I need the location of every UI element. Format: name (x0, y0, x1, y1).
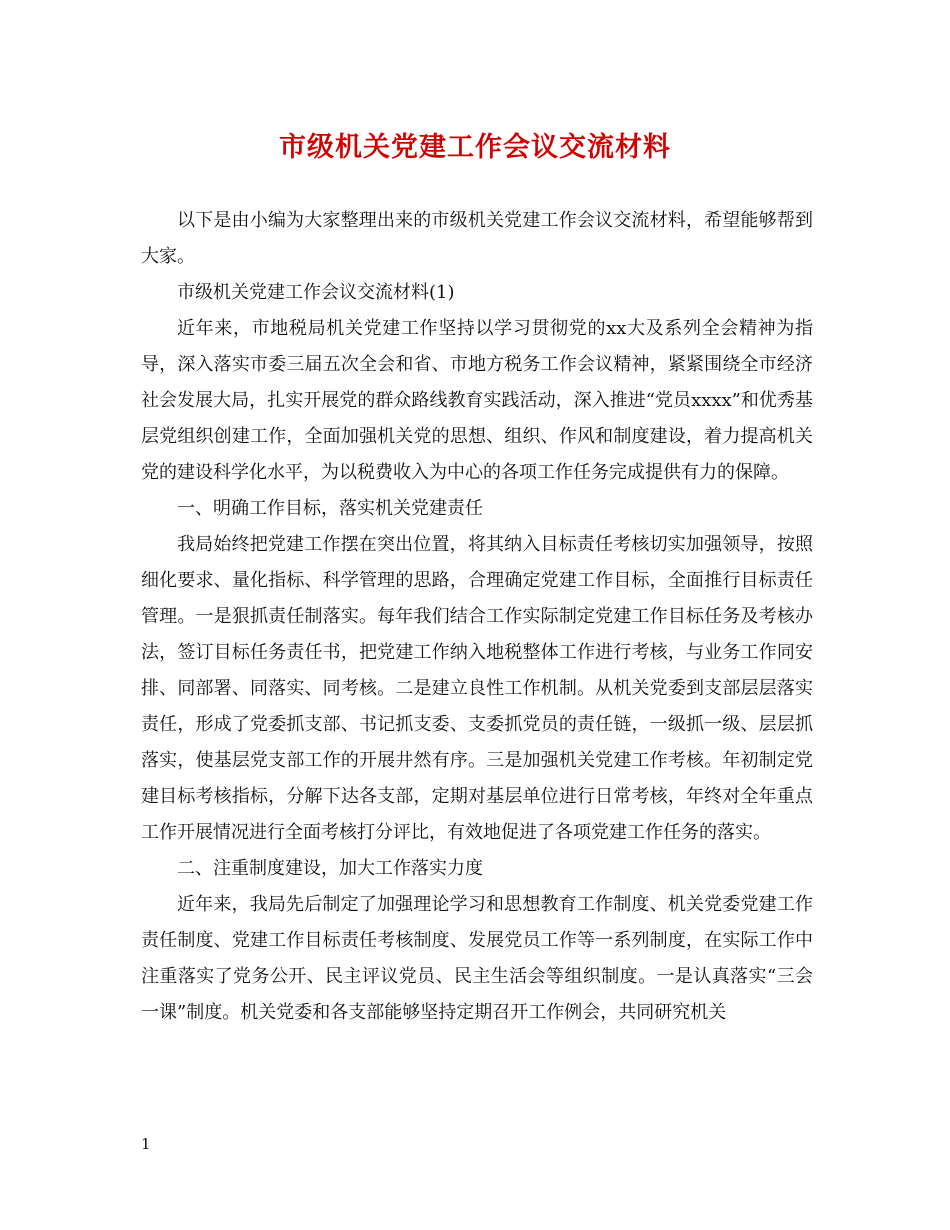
page-number: 1 (141, 1135, 151, 1153)
document-title: 市级机关党建工作会议交流材料 (279, 132, 671, 163)
paragraph-section-2: 近年来，我局先后制定了加强理论学习和思想教育工作制度、机关党委党建工作责任制度、党建工作目标责任考核制度、发展党员工作等一系列制度，在实际工作中注重落实了党务公开、民主评议党员、民主生活会等组织制度。一是认真落实“三会一课”制度。机关党委和各支部能够坚持定期召开工作例会，共同研究机关 (141, 894, 813, 1023)
document-body (141, 203, 813, 1031)
section-heading-1: 一、明确工作目标，落实机关党建责任 (177, 498, 483, 519)
paragraph-intro: 以下是由小编为大家整理出来的市级机关党建工作会议交流材料，希望能够帮到大家。 (141, 210, 813, 267)
section-heading-2: 二、注重制度建设，加大工作落实力度 (177, 858, 483, 879)
paragraph-overview: 近年来，市地税局机关党建工作坚持以学习贯彻党的xx大及系列全会精神为指导，深入落实市委三届五次全会和省、市地方税务工作会议精神，紧紧围绕全市经济社会发展大局，扎实开展党的群众路线教育实践活动，深入推进“党员xxxx”和优秀基层党组织创建工作，全面加强机关党的思想、组织、作风和制度建设，着力提高机关党的建设科学化水平，为以税费收入为中心的各项工作任务完成提供有力的保障。 (141, 318, 813, 483)
paragraph-section-1: 我局始终把党建工作摆在突出位置，将其纳入目标责任考核切实加强领导，按照细化要求、量化指标、科学管理的思路，合理确定党建工作目标，全面推行目标责任管理。一是狠抓责任制落实。每年我们结合工作实际制定党建工作目标任务及考核办法，签订目标任务责任书，把党建工作纳入地税整体工作进行考核，与业务工作同安排、同部署、同落实、同考核。二是建立良性工作机制。从机关党委到支部层层落实责任，形成了党委抓支部、书记抓支委、支委抓党员的责任链，一级抓一级、层层抓落实，使基层党支部工作的开展井然有序。三是加强机关党建工作考核。年初制定党建目标考核指标，分解下达各支部，定期对基层单位进行日常考核，年终对全年重点工作开展情况进行全面考核打分评比，有效地促进了各项党建工作任务的落实。 (141, 534, 813, 843)
paragraph-subtitle: 市级机关党建工作会议交流材料(1) (177, 282, 455, 303)
